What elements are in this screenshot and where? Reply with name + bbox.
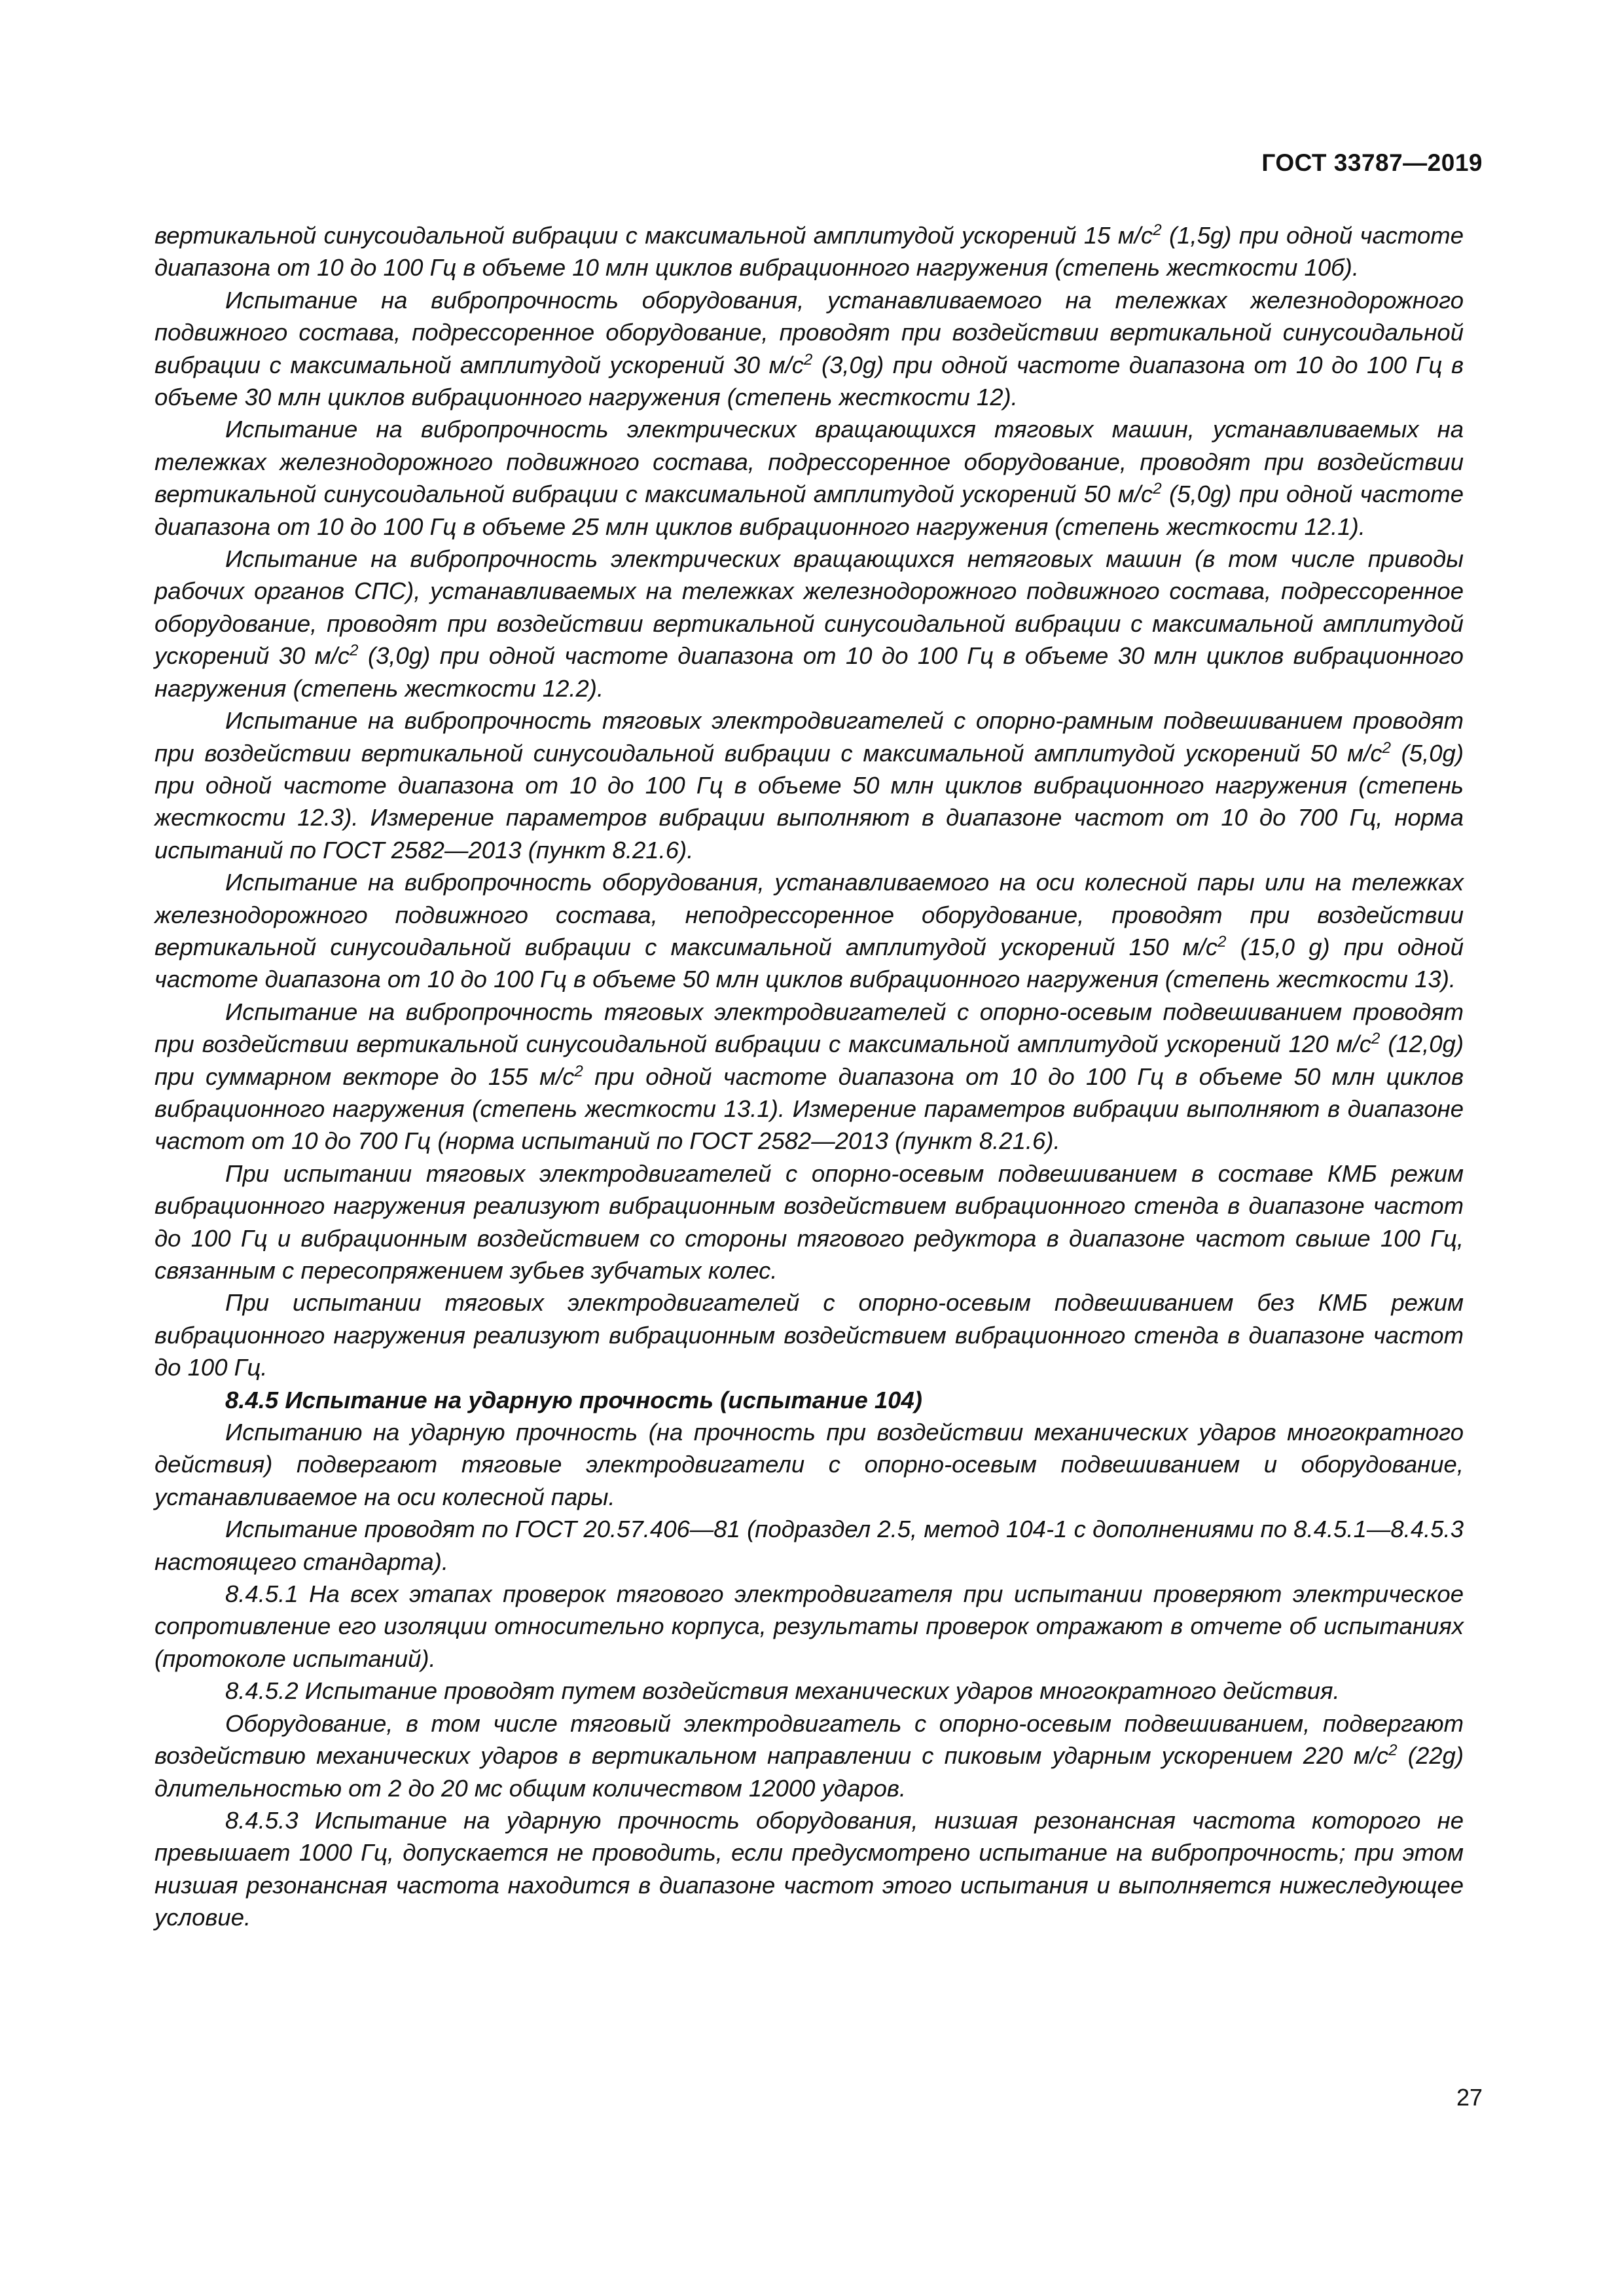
paragraph-vibration-12: Испытание на вибропрочность оборудования, устанавливаемого на тележках железнодорожного подвижного состава, подрессоренное оборудование, проводят при воздействии вертикальной синусоидальной вибрации с максимальной амплитудой ускорений 30 $м/с^2$ (3,0g) при одной частоте диапазона от 10 до 100 Гц в объеме 30 млн циклов вибрационного нагружения (степень жесткости 12). <box>154 286 1464 411</box>
document-body <box>154 219 1464 1934</box>
paragraph-kmb-without: При испытании тяговых электродвигателей с опорно-осевым подвешиванием без КМБ режим вибрационного нагружения реализуют вибрационным воздействием вибрационного стенда в диапазоне частот до 100 Гц. <box>154 1289 1464 1381</box>
paragraph-vibration-10b: вертикальной синусоидальной вибрации с максимальной амплитудой ускорений 15 $м/с^2$ (1,5g) при одной частоте диапазона от 10 до 100 Гц в объеме 10 млн циклов вибрационного нагружения (степень жесткости 10б). <box>154 221 1464 282</box>
paragraph-8-4-5-2: 8.4.5.2 Испытание проводят путем воздействия механических ударов многократного действия. <box>225 1677 1340 1705</box>
paragraph-shock-equipment: Оборудование, в том числе тяговый электродвигатель с опорно-осевым подвешиванием, подвергают воздействию механических ударов в вертикальном направлении с пиковым ударным ускорением 220 $м/с^2$ (22g) длительностью от 2 до 20 мс общим количеством 12000 ударов. <box>154 1709 1464 1802</box>
standard-id: ГОСТ 33787—2019 <box>1261 149 1483 176</box>
section-heading-8-4-5: 8.4.5 Испытание на ударную прочность (испытание 104) <box>225 1386 922 1413</box>
paragraph-vibration-13-1: Испытание на вибропрочность тяговых электродвигателей с опорно-осевым подвешиванием проводят при воздействии вертикальной синусоидальной вибрации с максимальной амплитудой ускорений 120 $м/с^2$ (12,0g) при суммарном векторе до 155 $м/с^2$ при одной частоте диапазона от 10 до 100 Гц в объеме 50 млн циклов вибрационного нагружения (степень жесткости 13.1). Измерение параметров вибрации выполняют в диапазоне частот от 10 до 700 Гц (норма испытаний по ГОСТ 2582—2013 (пункт 8.21.6). <box>154 998 1464 1155</box>
paragraph-8-4-5-3: 8.4.5.3 Испытание на ударную прочность оборудования, низшая резонансная частота которого не превышает 1000 Гц, допускается не проводить, если предусмотрено испытание на вибропрочность; при этом низшая резонансная частота находится в диапазоне частот этого испытания и выполняется нижеследующее условие. <box>154 1806 1464 1931</box>
paragraph-shock-scope: Испытанию на ударную прочность (на прочность при воздействии механических ударов многократного действия) подвергают тяговые электродвигатели с опорно-осевым подвешиванием и оборудование, устанавливаемое на оси колесной пары. <box>154 1419 1464 1510</box>
paragraph-vibration-13: Испытание на вибропрочность оборудования, устанавливаемого на оси колесной пары или на тележках железнодорожного подвижного состава, неподрессоренное оборудование, проводят при воздействии вертикальной синусоидальной вибрации с максимальной амплитудой ускорений 150 $м/с^2$ (15,0 g) при одной частоте диапазона от 10 до 100 Гц в объеме 50 млн циклов вибрационного нагружения (степень жесткости 13). <box>154 869 1464 993</box>
paragraph-shock-method: Испытание проводят по ГОСТ 20.57.406—81 (подраздел 2.5, метод 104-1 с дополнениями по 8.4.5.1—8.4.5.3 настоящего стандарта). <box>154 1516 1464 1575</box>
paragraph-vibration-12-1: Испытание на вибропрочность электрических вращающихся тяговых машин, устанавливаемых на тележках железнодорожного подвижного состава, подрессоренное оборудование, проводят при воздействии вертикальной синусоидальной вибрации с максимальной амплитудой ускорений 50 $м/с^2$ (5,0g) при одной частоте диапазона от 10 до 100 Гц в объеме 25 млн циклов вибрационного нагружения (степень жесткости 12.1). <box>154 416 1464 540</box>
document-header <box>1261 149 1483 177</box>
paragraph-kmb-with: При испытании тяговых электродвигателей с опорно-осевым подвешиванием в составе КМБ режим вибрационного нагружения реализуют вибрационным воздействием вибрационного стенда в диапазоне частот до 100 Гц и вибрационным воздействием со стороны тягового редуктора в диапазоне частот свыше 100 Гц, связанным с пересопряжением зубьев зубчатых колес. <box>154 1159 1464 1284</box>
page-number: 27 <box>1456 2084 1483 2111</box>
paragraph-vibration-12-2: Испытание на вибропрочность электрических вращающихся нетяговых машин (в том числе приводы рабочих органов СПС), устанавливаемых на тележках железнодорожного подвижного состава, подрессоренное оборудование, проводят при воздействии вертикальной синусоидальной вибрации с максимальной амплитудой ускорений 30 $м/с^2$ (3,0g) при одной частоте диапазона от 10 до 100 Гц в объеме 30 млн циклов вибрационного нагружения (степень жесткости 12.2). <box>154 545 1464 702</box>
paragraph-vibration-12-3: Испытание на вибропрочность тяговых электродвигателей с опорно-рамным подвешиванием проводят при воздействии вертикальной синусоидальной вибрации с максимальной амплитудой ускорений 50 $м/с^2$ (5,0g) при одной частоте диапазона от 10 до 100 Гц в объеме 50 млн циклов вибрационного нагружения (степень жесткости 12.3). Измерение параметров вибрации выполняют в диапазоне частот от 10 до 700 Гц, норма испытаний по ГОСТ 2582—2013 (пункт 8.21.6). <box>154 707 1464 864</box>
paragraph-8-4-5-1: 8.4.5.1 На всех этапах проверок тягового электродвигателя при испытании проверяют электрическое сопротивление его изоляции относительно корпуса, результаты проверок отражают в отчете об испытаниях (протоколе испытаний). <box>154 1580 1464 1672</box>
